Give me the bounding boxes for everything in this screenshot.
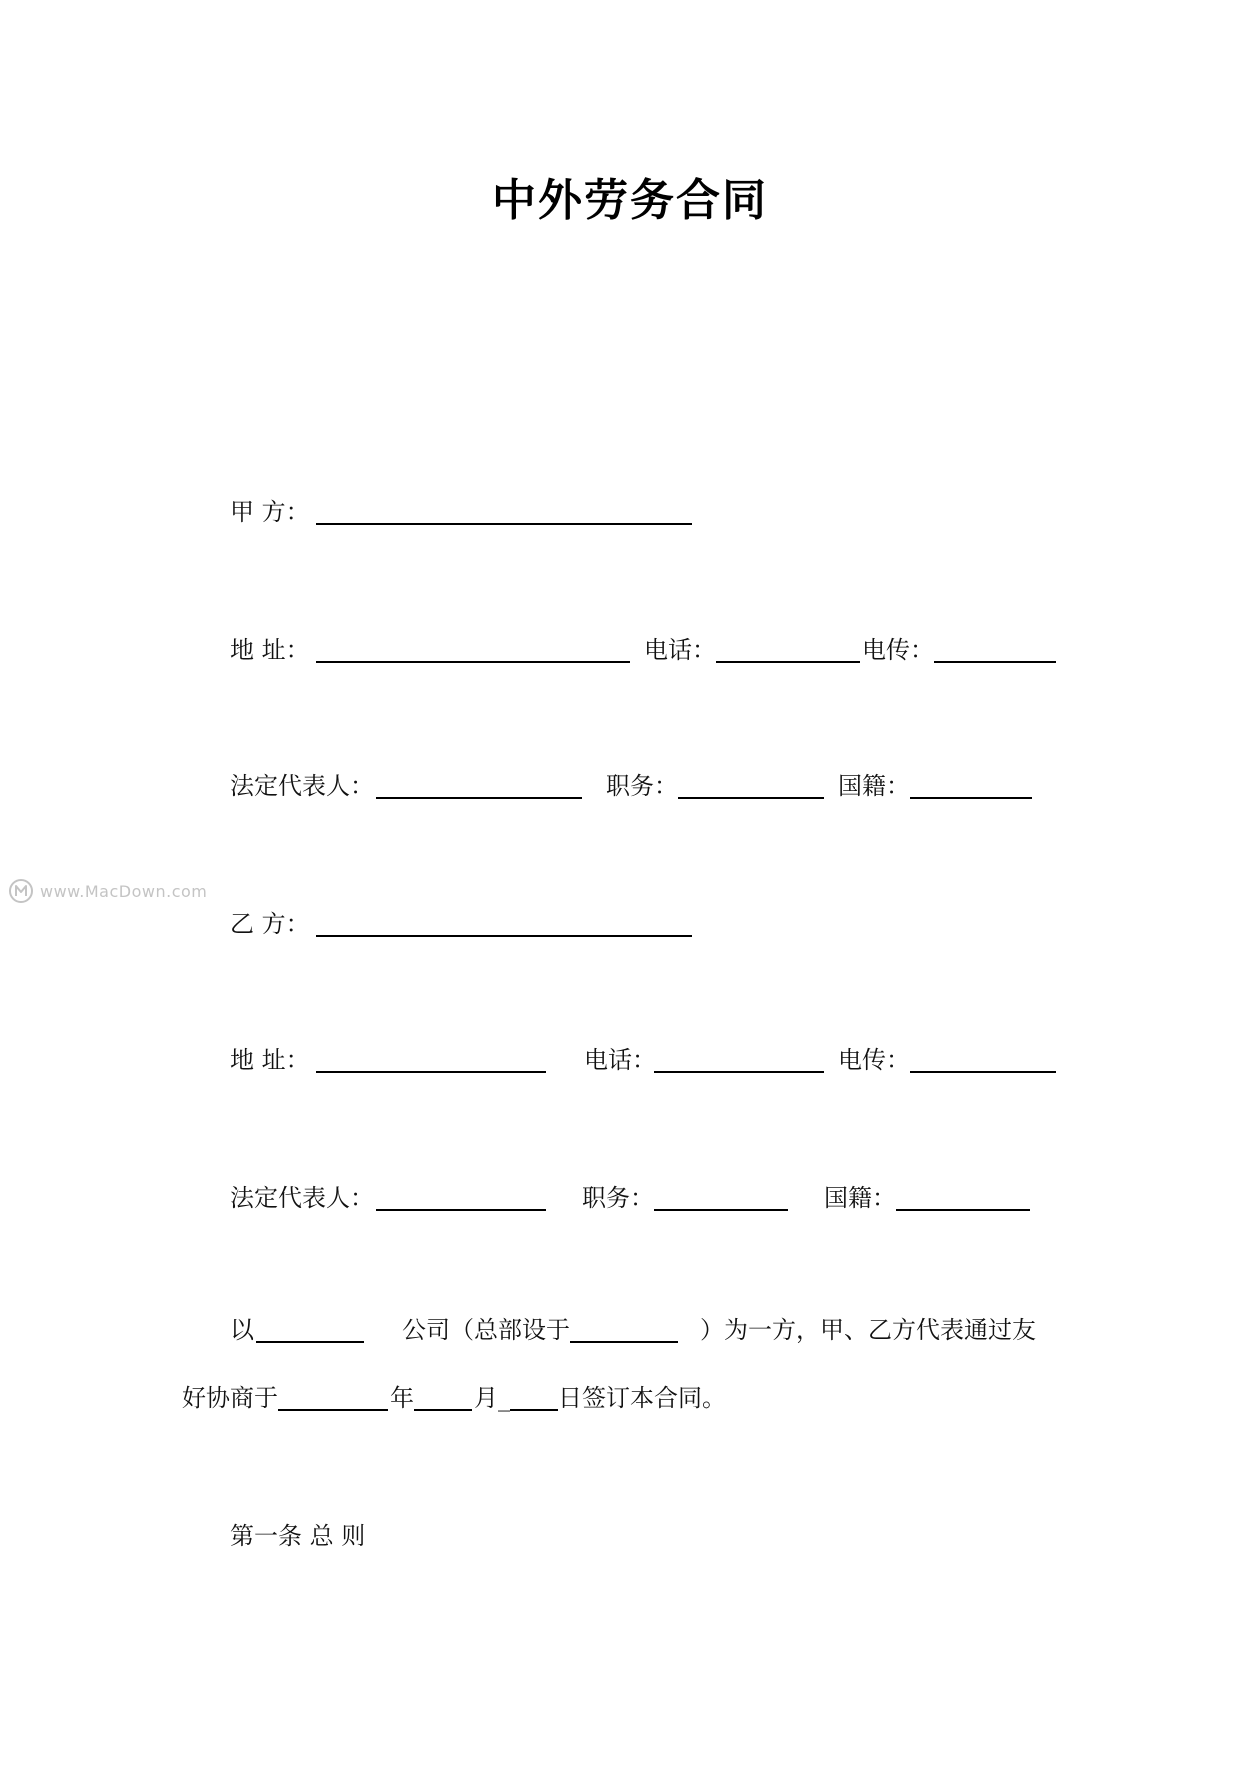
- party-a-legal-rep-row: [0, 766, 1260, 806]
- party-a-address-row: [0, 630, 1260, 670]
- party-b-blank: [316, 935, 692, 937]
- party-b-address-label: 地 址：: [230, 1046, 310, 1074]
- party-b-legal-rep-row: [0, 1178, 1260, 1218]
- hq-location-blank: [570, 1341, 678, 1343]
- party-a-fax-blank: [934, 661, 1056, 663]
- party-b-legal-rep-blank: [376, 1209, 546, 1211]
- party-a-phone-label: 电话：: [644, 636, 716, 664]
- macdown-watermark: [8, 876, 207, 906]
- day-blank: [510, 1409, 558, 1411]
- party-a-address-blank: [316, 661, 630, 663]
- month-label: 月_: [474, 1384, 510, 1412]
- preamble-line-2: [0, 1378, 1260, 1418]
- party-b-position-blank: [654, 1209, 788, 1211]
- party-b-address-row: [0, 1040, 1260, 1080]
- preamble-prefix: 以: [230, 1316, 254, 1344]
- article-1-heading: 第一条 总 则: [230, 1522, 366, 1550]
- party-b-nationality-blank: [896, 1209, 1030, 1211]
- party-b-address-blank: [316, 1071, 546, 1073]
- party-a-address-label: 地 址：: [230, 636, 310, 664]
- preamble-one-party: ）为一方，甲、乙方代表通过友: [700, 1316, 1036, 1344]
- party-a-position-blank: [678, 797, 824, 799]
- party-b-phone-label: 电话：: [584, 1046, 656, 1074]
- party-b-position-label: 职务：: [582, 1184, 654, 1212]
- preamble-line-1: [0, 1310, 1260, 1350]
- party-b-fax-blank: [910, 1071, 1056, 1073]
- preamble-line2-start: 好协商于: [182, 1384, 278, 1412]
- party-b-label: 乙 方：: [230, 910, 310, 938]
- party-b-legal-rep-label: 法定代表人：: [230, 1184, 374, 1212]
- party-b-fax-label: 电传：: [838, 1046, 910, 1074]
- party-a-fax-label: 电传：: [862, 636, 934, 664]
- party-b-phone-blank: [654, 1071, 824, 1073]
- company-name-blank: [256, 1341, 364, 1343]
- party-a-nationality-blank: [910, 797, 1032, 799]
- month-blank: [414, 1409, 472, 1411]
- party-a-position-label: 职务：: [606, 772, 678, 800]
- year-blank: [278, 1409, 388, 1411]
- party-a-phone-blank: [716, 661, 860, 663]
- party-b-row: [0, 904, 1260, 944]
- party-a-legal-rep-blank: [376, 797, 582, 799]
- article-1-row: [0, 1516, 1260, 1556]
- document-title: 中外劳务合同: [492, 175, 768, 226]
- party-a-row: [0, 492, 1260, 532]
- year-label: 年: [390, 1384, 414, 1412]
- party-b-nationality-label: 国籍：: [824, 1184, 896, 1212]
- party-a-blank: [316, 523, 692, 525]
- watermark-text: www.MacDown.com: [40, 881, 208, 901]
- day-sign-label: 日签订本合同。: [558, 1384, 726, 1412]
- party-a-label: 甲 方：: [230, 498, 310, 526]
- party-a-legal-rep-label: 法定代表人：: [230, 772, 374, 800]
- party-a-nationality-label: 国籍：: [838, 772, 910, 800]
- macdown-logo-icon: [8, 878, 34, 904]
- preamble-company-hq: 公司（总部设于: [402, 1316, 570, 1344]
